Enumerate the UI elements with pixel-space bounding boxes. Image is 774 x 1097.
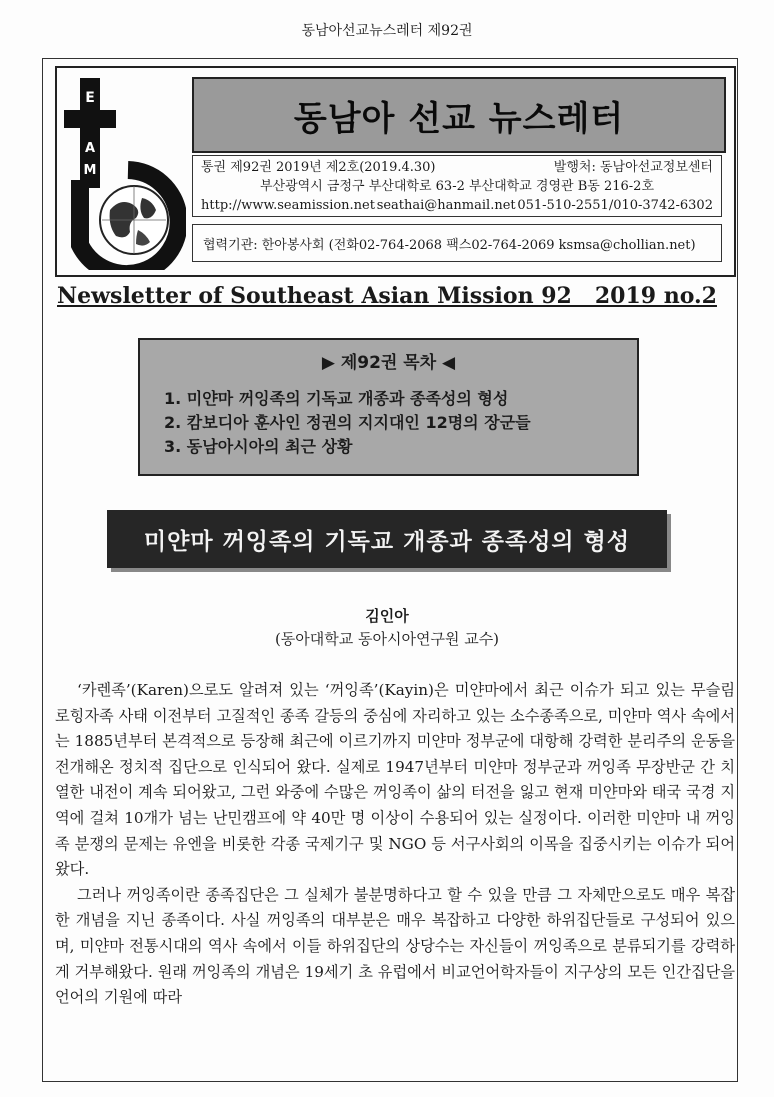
article-title: 미얀마 꺼잉족의 기독교 개종과 종족성의 형성	[143, 528, 631, 555]
masthead-title: 동남아 선교 뉴스레터	[293, 98, 625, 139]
author-affiliation: (동아대학교 동아시아연구원 교수)	[274, 630, 500, 648]
email-link[interactable]: seathai@hanmail.net	[376, 198, 516, 213]
article-author: 김인아	[365, 607, 409, 625]
publisher-info: 발행처: 동남아선교정보센터	[553, 160, 713, 175]
table-of-contents	[138, 338, 639, 476]
toc-heading: ▶ 제92권 목차 ◀	[321, 353, 456, 373]
partner-info	[192, 224, 722, 262]
phone-info: 051-510-2551/010-3742-6302	[517, 198, 713, 213]
svg-text:E: E	[85, 90, 95, 106]
body-paragraph: 그러나 꺼잉족이란 종족집단은 그 실체가 불분명하다고 할 수 있을 만큼 그 자체만으로도 매우 복잡한 개념을 지닌 종족이다. 사실 꺼잉족의 대부분은 매우 복잡하고 다양한 하위집단들로 구성되어 있으며, 미얀마 전통시대의 역사 속에서 이들 하위집단의 상당수는 자신들이 꺼잉족으로 분류되기를 강력하게 거부해왔다. 원래 꺼잉족의 개념은 19세기 초 유럽에서 비교언어학자들이 지구상의 모든 인간집단을 언어의 기원에 따라	[55, 885, 735, 1007]
mission-logo	[58, 70, 186, 270]
body-paragraph: ‘카렌족’(Karen)으로도 알려져 있는 ‘꺼잉족’(Kayin)은 미얀마에서 최근 이슈가 되고 있는 무슬림 로힝자족 사태 이전부터 고질적인 종족 갈등의 중심에 자리하고 있는 소수종족으로, 미얀마 역사 속에서는 1885년부터 본격적으로 등장해 최근에 이르기까지 미얀마 정부군에 대항해 강력한 분리주의 운동을 전개해온 정치적 집단으로 인식되어 왔다. 실제로 1947년부터 미얀마 정부군과 꺼잉족 무장반군 간 치열한 내전이 계속 되어왔고, 그런 와중에 수많은 꺼잉족이 삶의 터전을 잃고 현재 미얀마와 태국 국경 지역에 걸쳐 10개가 넘는 난민캠프에 약 40만 명 이상이 수용되어 있는 실정이다. 이러한 미얀마 내 꺼잉족 분쟁의 문제는 유엔을 비롯한 각종 국제기구 및 NGO 등 서구사회의 이목을 집중시키는 이슈가 되어왔다.	[55, 681, 735, 879]
article-title-banner	[107, 510, 667, 568]
toc-item: 3. 동남아시아의 최근 상황	[164, 437, 353, 456]
svg-text:A: A	[84, 141, 96, 156]
toc-item: 1. 미얀마 꺼잉족의 기독교 개종과 종족성의 형성	[164, 389, 509, 408]
address-info: 부산광역시 금정구 부산대학로 63-2 부산대학교 경영관 B동 216-2호	[260, 179, 654, 194]
issue-info: 통권 제92권 2019년 제2호(2019.4.30)	[201, 160, 436, 175]
newsletter-title: Newsletter of Southeast Asian Mission 92 2019 no.2	[57, 283, 717, 309]
masthead-title-box	[192, 77, 726, 153]
publication-info	[192, 155, 722, 217]
partner-text: 협력기관: 한아봉사회 (전화02-764-2068 팩스02-764-2069 ksmsa@chollian.net)	[203, 237, 696, 253]
article-body	[55, 678, 735, 1011]
svg-text:M: M	[83, 163, 97, 178]
toc-item: 2. 캄보디아 훈사인 정권의 지지대인 12명의 장군들	[164, 413, 531, 432]
running-head: 동남아선교뉴스레터 제92권	[301, 23, 473, 39]
website-link[interactable]: http://www.seamission.net	[201, 198, 375, 213]
